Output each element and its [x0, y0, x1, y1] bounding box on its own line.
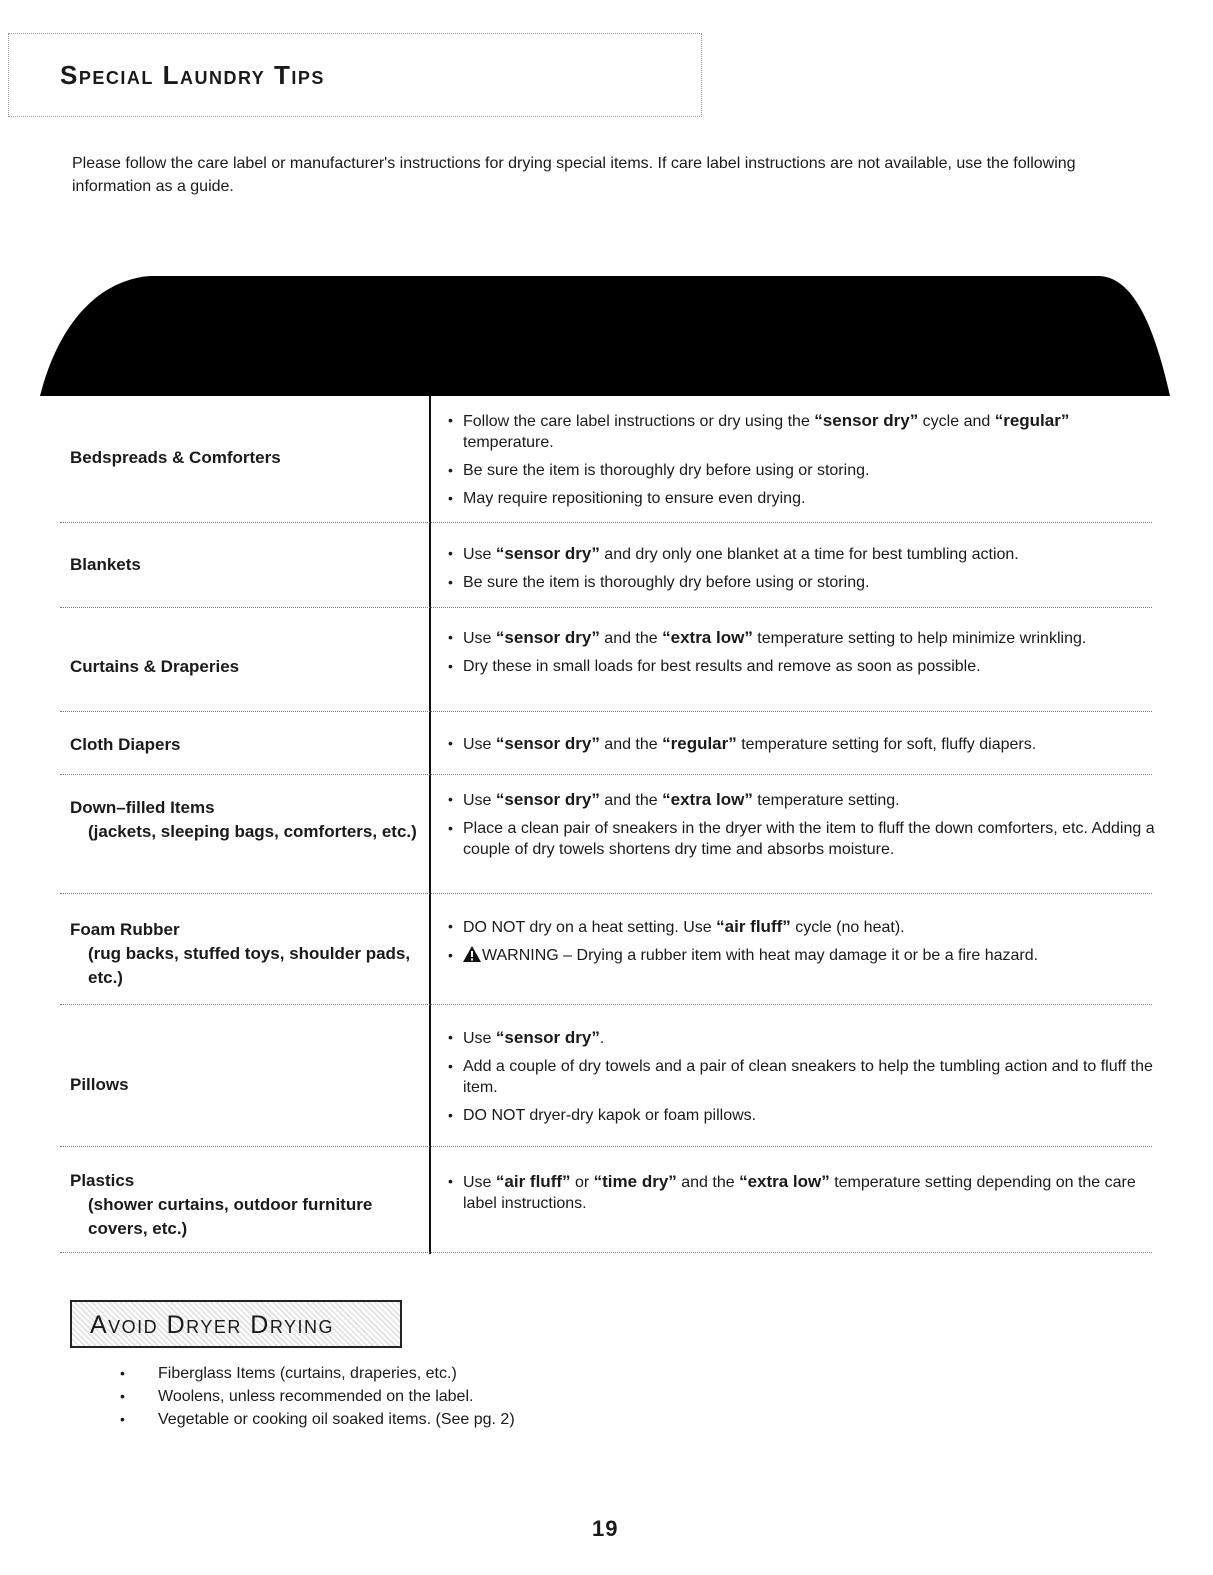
- intro-text: Please follow the care label or manufacturer's instructions for drying special items. If care label instructions are not available, use the following information as a guide.: [72, 155, 1076, 195]
- row-separator: [60, 522, 1152, 523]
- tips-list-bedspreads: [448, 410, 1158, 516]
- avoid-item: • Fiberglass Items (curtains, draperies, etc.): [120, 1362, 515, 1385]
- item-label-blankets: Blankets: [70, 555, 141, 574]
- tips-list-curtains: [448, 627, 1158, 684]
- tips-list-foam-rubber: [448, 916, 1158, 973]
- column-divider: [429, 396, 431, 1254]
- tip-item: • May require repositioning to ensure even drying.: [448, 488, 1158, 509]
- tip-item: • Add a couple of dry towels and a pair of clean sneakers to help the tumbling action and to fluff the item.: [448, 1056, 1158, 1098]
- tip-item: • Use “sensor dry” and the “extra low” temperature setting to help minimize wrinkling.: [448, 627, 1158, 649]
- tip-item: • Follow the care label instructions or dry using the “sensor dry” cycle and “regular” temperature.: [448, 410, 1158, 453]
- item-label-diapers: Cloth Diapers: [70, 735, 181, 754]
- item-label-foam-rubber: Foam Rubber (rug backs, stuffed toys, shoulder pads, etc.): [70, 920, 411, 987]
- row-separator: [60, 1004, 1152, 1005]
- avoid-item: • Vegetable or cooking oil soaked items. (See pg. 2): [120, 1408, 515, 1431]
- avoid-dryer-drying-box: [70, 1300, 402, 1348]
- item-label-curtains: Curtains & Draperies: [70, 657, 240, 676]
- avoid-list: [120, 1362, 515, 1431]
- avoid-item: • Woolens, unless recommended on the label.: [120, 1385, 515, 1408]
- tip-item: • Use “sensor dry”.: [448, 1027, 1158, 1049]
- tip-item: • Use “sensor dry” and the “regular” temperature setting for soft, fluffy diapers.: [448, 733, 1158, 755]
- tip-item: • Use “sensor dry” and dry only one blanket at a time for best tumbling action.: [448, 543, 1158, 565]
- page-title: Special Laundry Tips: [60, 60, 325, 90]
- tips-list-pillows: [448, 1027, 1158, 1133]
- item-label-down-filled: Down–filled Items (jackets, sleeping bags, comforters, etc.): [70, 798, 417, 841]
- tips-list-down-filled: [448, 789, 1158, 867]
- tip-item: • Use “air fluff” or “time dry” and the “extra low” temperature setting depending on the care label instructions.: [448, 1171, 1158, 1214]
- tip-item: • Dry these in small loads for best results and remove as soon as possible.: [448, 656, 1158, 677]
- table-header-banner: [40, 266, 1170, 396]
- tip-item: • Be sure the item is thoroughly dry before using or storing.: [448, 572, 1158, 593]
- item-label-bedspreads: Bedspreads & Comforters: [70, 448, 281, 467]
- row-separator: [60, 607, 1152, 608]
- row-separator: [60, 1252, 1152, 1253]
- tips-list-blankets: [448, 543, 1158, 600]
- item-label-pillows: Pillows: [70, 1075, 129, 1094]
- tips-list-plastics: [448, 1171, 1158, 1221]
- page-number: 19: [592, 1516, 619, 1541]
- row-separator: [60, 711, 1152, 712]
- tip-item: • DO NOT dry on a heat setting. Use “air fluff” cycle (no heat).: [448, 916, 1158, 938]
- tip-item: • Place a clean pair of sneakers in the dryer with the item to fluff the down comforters, etc. Adding a couple of dry towels shortens dry time and absorbs moisture.: [448, 818, 1158, 860]
- row-separator: [60, 1146, 1152, 1147]
- avoid-dryer-drying-title: Avoid Dryer Drying: [90, 1311, 335, 1339]
- tip-item: • Use “sensor dry” and the “extra low” temperature setting.: [448, 789, 1158, 811]
- row-separator: [60, 774, 1152, 775]
- item-label-plastics: Plastics (shower curtains, outdoor furniture covers, etc.): [70, 1171, 373, 1238]
- tip-item: • DO NOT dryer-dry kapok or foam pillows.: [448, 1105, 1158, 1126]
- tip-item: • WARNING – Drying a rubber item with heat may damage it or be a fire hazard.: [448, 945, 1158, 966]
- warning-icon: [463, 946, 481, 962]
- tips-list-diapers: [448, 733, 1158, 762]
- row-separator: [60, 893, 1152, 894]
- tip-item: • Be sure the item is thoroughly dry before using or storing.: [448, 460, 1158, 481]
